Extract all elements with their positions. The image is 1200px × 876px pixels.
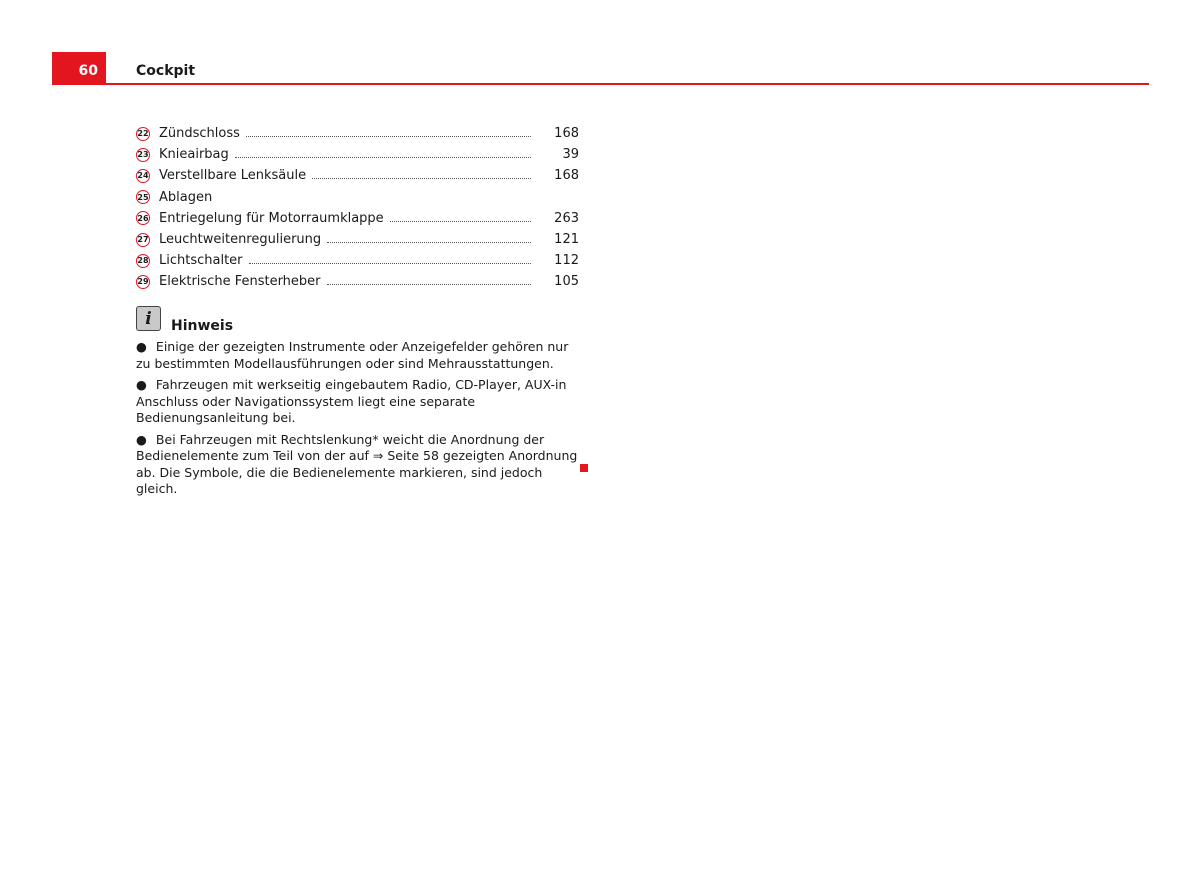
bullet-icon: ● — [136, 431, 147, 447]
toc-page-ref: 121 — [554, 232, 579, 248]
toc-page-ref: 168 — [554, 126, 579, 142]
section-title: Cockpit — [136, 63, 196, 79]
end-marker — [580, 464, 588, 472]
toc-label: Zündschloss — [159, 126, 240, 142]
toc-item — [136, 208, 579, 229]
toc-list — [136, 123, 579, 293]
bullet-icon: ● — [136, 377, 147, 392]
toc-item — [136, 123, 579, 144]
toc-page-ref: 263 — [554, 210, 579, 226]
note-item — [136, 432, 580, 498]
toc-label: Verstellbare Lenksäule — [159, 168, 307, 184]
note-body — [136, 339, 580, 498]
toc-label: Lichtschalter — [159, 253, 243, 269]
bullet-icon: ● — [136, 339, 147, 354]
dot-leader — [235, 157, 531, 158]
callout-number: 23 — [136, 148, 150, 162]
note-item — [136, 377, 580, 427]
callout-number: 28 — [136, 254, 150, 268]
callout-number: 25 — [136, 190, 150, 204]
callout-number: 24 — [136, 169, 150, 183]
note-title: Hinweis — [171, 318, 234, 334]
toc-page-ref: 168 — [554, 168, 579, 184]
callout-number: 22 — [136, 127, 150, 141]
callout-number: 29 — [136, 275, 150, 289]
toc-label: Elektrische Fensterheber — [159, 274, 321, 290]
dot-leader — [327, 242, 531, 243]
toc-item — [136, 187, 579, 208]
toc-page-ref: 105 — [554, 274, 579, 290]
toc-item — [136, 250, 579, 271]
header-rule — [52, 83, 1149, 85]
toc-item — [136, 229, 579, 250]
note-box — [136, 306, 580, 503]
note-item-text: Fahrzeugen mit werkseitig eingebautem Radio, CD-Player, AUX-in Anschluss oder Navigationssystem liegt eine separate Bedienungsanleitung bei. — [136, 377, 567, 425]
toc-item — [136, 271, 579, 292]
toc-label: Entriegelung für Motorraumklappe — [159, 210, 384, 226]
callout-number: 27 — [136, 233, 150, 247]
toc-label: Ablagen — [159, 189, 213, 205]
page-number-box — [52, 52, 106, 85]
dot-leader — [390, 221, 531, 222]
note-item-text: Bei Fahrzeugen mit Rechtslenkung* weicht die Anordnung der Bedienelemente zum Teil von der auf ⇒ Seite 58 gezeigten Anordnung ab. Die Symbole, die die Bedienelemente markieren, sind jedoch gleich. — [136, 431, 578, 496]
note-item-text: Einige der gezeigten Instrumente oder Anzeigefelder gehören nur zu bestimmten Modellausführungen oder sind Mehrausstattungen. — [136, 339, 569, 371]
toc-item — [136, 144, 579, 165]
toc-item — [136, 165, 579, 186]
toc-page-ref: 39 — [562, 147, 579, 163]
note-header — [136, 306, 580, 334]
info-icon: i — [136, 306, 161, 331]
callout-number: 26 — [136, 211, 150, 225]
dot-leader — [246, 136, 531, 137]
page-number: 60 — [78, 63, 98, 79]
note-item — [136, 339, 580, 372]
dot-leader — [312, 178, 531, 179]
toc-page-ref: 112 — [554, 253, 579, 269]
dot-leader — [327, 284, 531, 285]
toc-label: Knieairbag — [159, 147, 229, 163]
toc-label: Leuchtweitenregulierung — [159, 232, 322, 248]
dot-leader — [249, 263, 531, 264]
